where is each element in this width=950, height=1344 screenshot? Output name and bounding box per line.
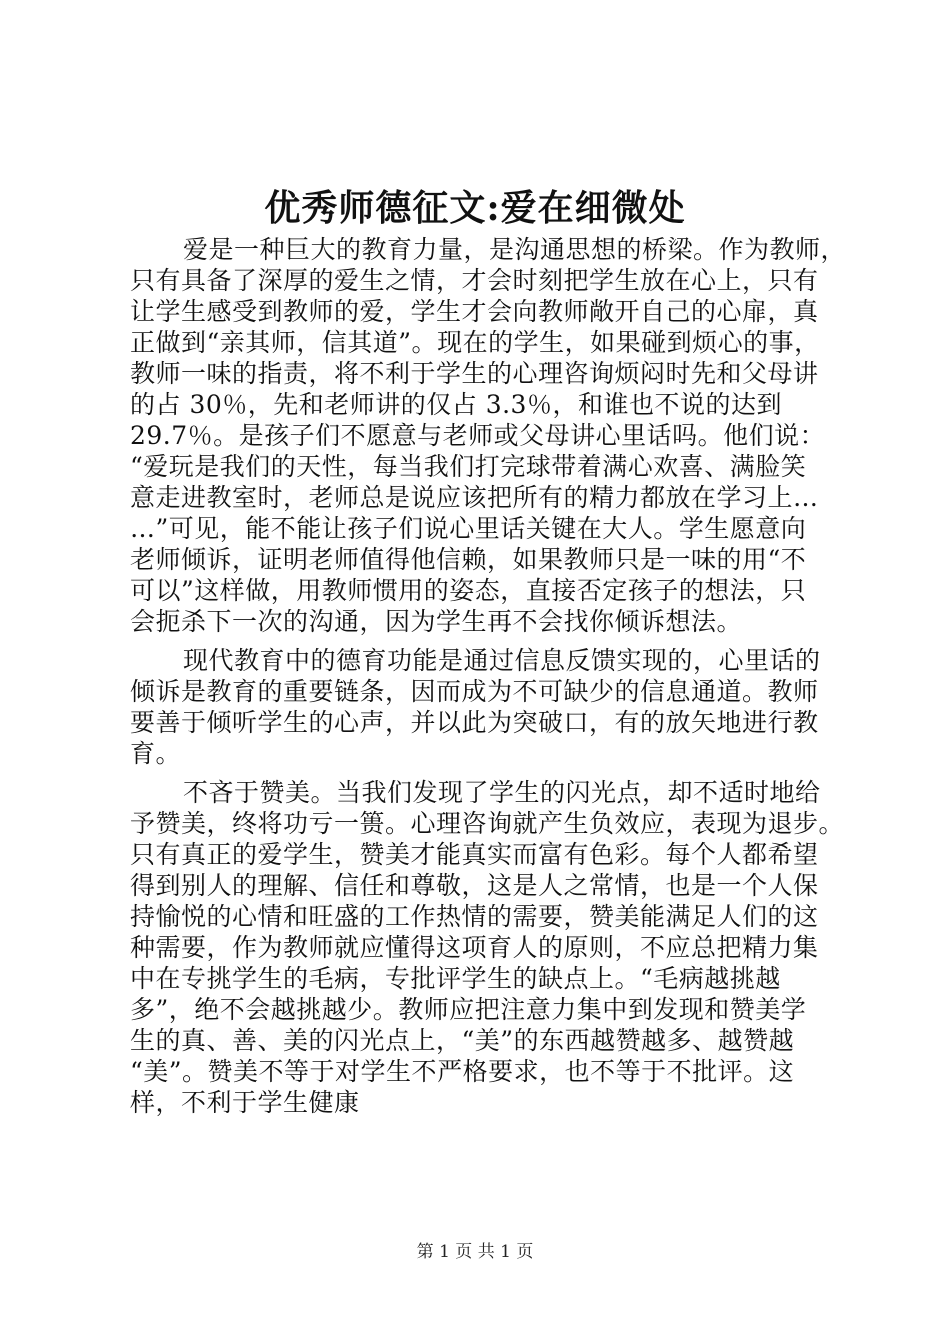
paragraph-line: 多”，绝不会越挑越少。教师应把注意力集中到发现和赞美学 — [130, 995, 807, 1024]
page-footer: 第 1 页 共 1 页 — [416, 1242, 534, 1262]
paragraph-line: 可以”这样做，用教师惯用的姿态，直接否定孩子的想法，只 — [130, 576, 807, 605]
document-body — [130, 234, 847, 1118]
paragraph-line: 29.7％。是孩子们不愿意与老师或父母讲心里话吗。他们说： — [130, 421, 826, 450]
paragraph — [130, 234, 847, 637]
paragraph-line: 只有具备了深厚的爱生之情，才会时刻把学生放在心上，只有 — [130, 266, 819, 295]
paragraph-line: “美”。赞美不等于对学生不严格要求，也不等于不批评。这 — [130, 1057, 795, 1086]
paragraph-line: 教师一味的指责，将不利于学生的心理咨询烦闷时先和父母讲 — [130, 359, 819, 388]
paragraph-line: 老师倾诉，证明老师值得他信赖，如果教师只是一味的用“不 — [130, 545, 807, 574]
paragraph-line: 的占 30％，先和老师讲的仅占 3.3％，和谁也不说的达到 — [130, 390, 782, 419]
paragraph-line: 中在专挑学生的毛病，专批评学生的缺点上。“毛病越挑越 — [130, 964, 781, 993]
paragraph-line: 得到别人的理解、信任和尊敬，这是人之常情，也是一个人保 — [130, 871, 819, 900]
paragraph-line: 种需要，作为教师就应懂得这项育人的原则，不应总把精力集 — [130, 933, 819, 962]
paragraph-line: 让学生感受到教师的爱，学生才会向教师敞开自己的心扉，真 — [130, 297, 819, 326]
paragraph-line: 只有真正的爱学生，赞美才能真实而富有色彩。每个人都希望 — [130, 840, 819, 869]
paragraph-line: …”可见，能不能让孩子们说心里话关键在大人。学生愿意向 — [130, 514, 807, 543]
paragraph-line: 要善于倾听学生的心声，并以此为突破口，有的放矢地进行教 — [130, 708, 819, 737]
document-title: 优秀师德征文:爱在细微处 — [264, 187, 686, 229]
paragraph-line: 生的真、善、美的闪光点上，“美”的东西越赞越多、越赞越 — [130, 1026, 795, 1055]
paragraph-line: 持愉悦的心情和旺盛的工作热情的需要，赞美能满足人们的这 — [130, 902, 819, 931]
paragraph-line: 不吝于赞美。当我们发现了学生的闪光点，却不适时地给 — [183, 778, 821, 807]
paragraph-line: 倾诉是教育的重要链条，因而成为不可缺少的信息通道。教师 — [130, 677, 819, 706]
paragraph — [130, 645, 832, 769]
paragraph-line: 正做到“亲其师，信其道”。现在的学生，如果碰到烦心的事， — [130, 328, 820, 357]
paragraph-line: 爱是一种巨大的教育力量，是沟通思想的桥梁。作为教师， — [183, 235, 847, 264]
paragraph-line: “爱玩是我们的天性，每当我们打完球带着满心欢喜、满脸笑 — [130, 452, 807, 481]
paragraph — [130, 777, 845, 1118]
paragraph-line: 意走进教室时，老师总是说应该把所有的精力都放在学习上… — [130, 483, 819, 512]
paragraph-line: 样，不利于学生健康 — [130, 1088, 360, 1117]
paragraph-line: 予赞美，终将功亏一篑。心理咨询就产生负效应，表现为退步。 — [130, 809, 845, 838]
paragraph-line: 现代教育中的德育功能是通过信息反馈实现的，心里话的 — [183, 646, 821, 675]
paragraph-line: 育。 — [130, 739, 182, 768]
paragraph-line: 会扼杀下一次的沟通，因为学生再不会找你倾诉想法。 — [130, 607, 743, 636]
